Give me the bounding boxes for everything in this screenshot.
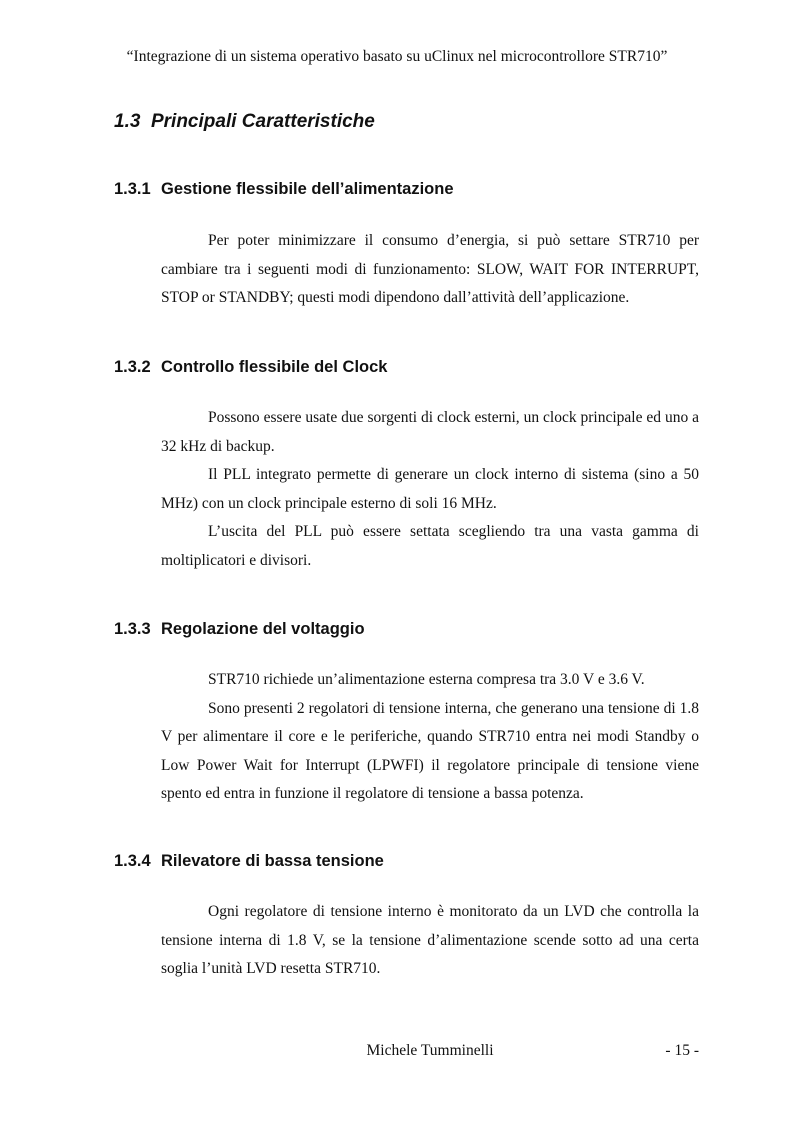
subsection-number: 1.3.1 — [114, 180, 151, 198]
subsection-number: 1.3.3 — [114, 620, 151, 638]
subsection-heading-1-3-2 — [114, 356, 387, 378]
section-title — [114, 110, 375, 134]
subsection-title: Controllo flessibile del Clock — [161, 358, 388, 376]
subsection-number: 1.3.4 — [114, 852, 151, 870]
subsection-heading-1-3-3 — [114, 618, 365, 640]
paragraph: STR710 richiede un’alimentazione esterna compresa tra 3.0 V e 3.6 V. — [208, 671, 645, 688]
page-number: - 15 - — [665, 1042, 699, 1059]
paragraph: Possono essere usate due sorgenti di clock esterni, un clock principale ed uno a 32 kHz di backup. — [161, 409, 699, 455]
subsection-body-1-3-3 — [161, 666, 699, 809]
subsection-title: Rilevatore di bassa tensione — [161, 852, 384, 870]
footer-author: Michele Tumminelli — [366, 1042, 494, 1059]
subsection-body-1-3-4 — [161, 898, 699, 984]
subsection-number: 1.3.2 — [114, 358, 151, 376]
paragraph: L’uscita del PLL può essere settata scegliendo tra una vasta gamma di moltiplicatori e divisori. — [161, 523, 699, 569]
paragraph: Sono presenti 2 regolatori di tensione interna, che generano una tensione di 1.8 V per alimentare il core e le periferiche, quando STR710 entra nei modi Standby o Low Power Wait for Interrupt (LPWFI) il regolatore principale di tensione viene spento ed entra in funzione il regolatore di tensione a bassa potenza. — [161, 699, 699, 802]
section-title-text: Principali Caratteristiche — [150, 111, 375, 132]
subsection-heading-1-3-4 — [114, 850, 384, 872]
subsection-title: Regolazione del voltaggio — [161, 620, 365, 638]
subsection-body-1-3-2 — [161, 404, 699, 575]
subsection-body-1-3-1 — [161, 227, 699, 313]
section-number: 1.3 — [114, 111, 141, 132]
running-header: “Integrazione di un sistema operativo basato su uClinux nel microcontrollore STR710” — [126, 48, 668, 65]
paragraph: Il PLL integrato permette di generare un clock interno di sistema (sino a 50 MHz) con un clock principale esterno di soli 16 MHz. — [161, 466, 699, 512]
subsection-heading-1-3-1 — [114, 178, 454, 200]
page-footer — [161, 1040, 699, 1062]
paragraph: Ogni regolatore di tensione interno è monitorato da un LVD che controlla la tensione interna di 1.8 V, se la tensione d’alimentazione scende sotto ad una certa soglia l’unità LVD resetta STR710. — [161, 903, 699, 977]
subsection-title: Gestione flessibile dell’alimentazione — [161, 180, 454, 198]
paragraph: Per poter minimizzare il consumo d’energia, si può settare STR710 per cambiare tra i seguenti modi di funzionamento: SLOW, WAIT FOR INTERRUPT, STOP or STANDBY; questi modi dipendono dall’attività dell’applicazione. — [161, 232, 699, 306]
